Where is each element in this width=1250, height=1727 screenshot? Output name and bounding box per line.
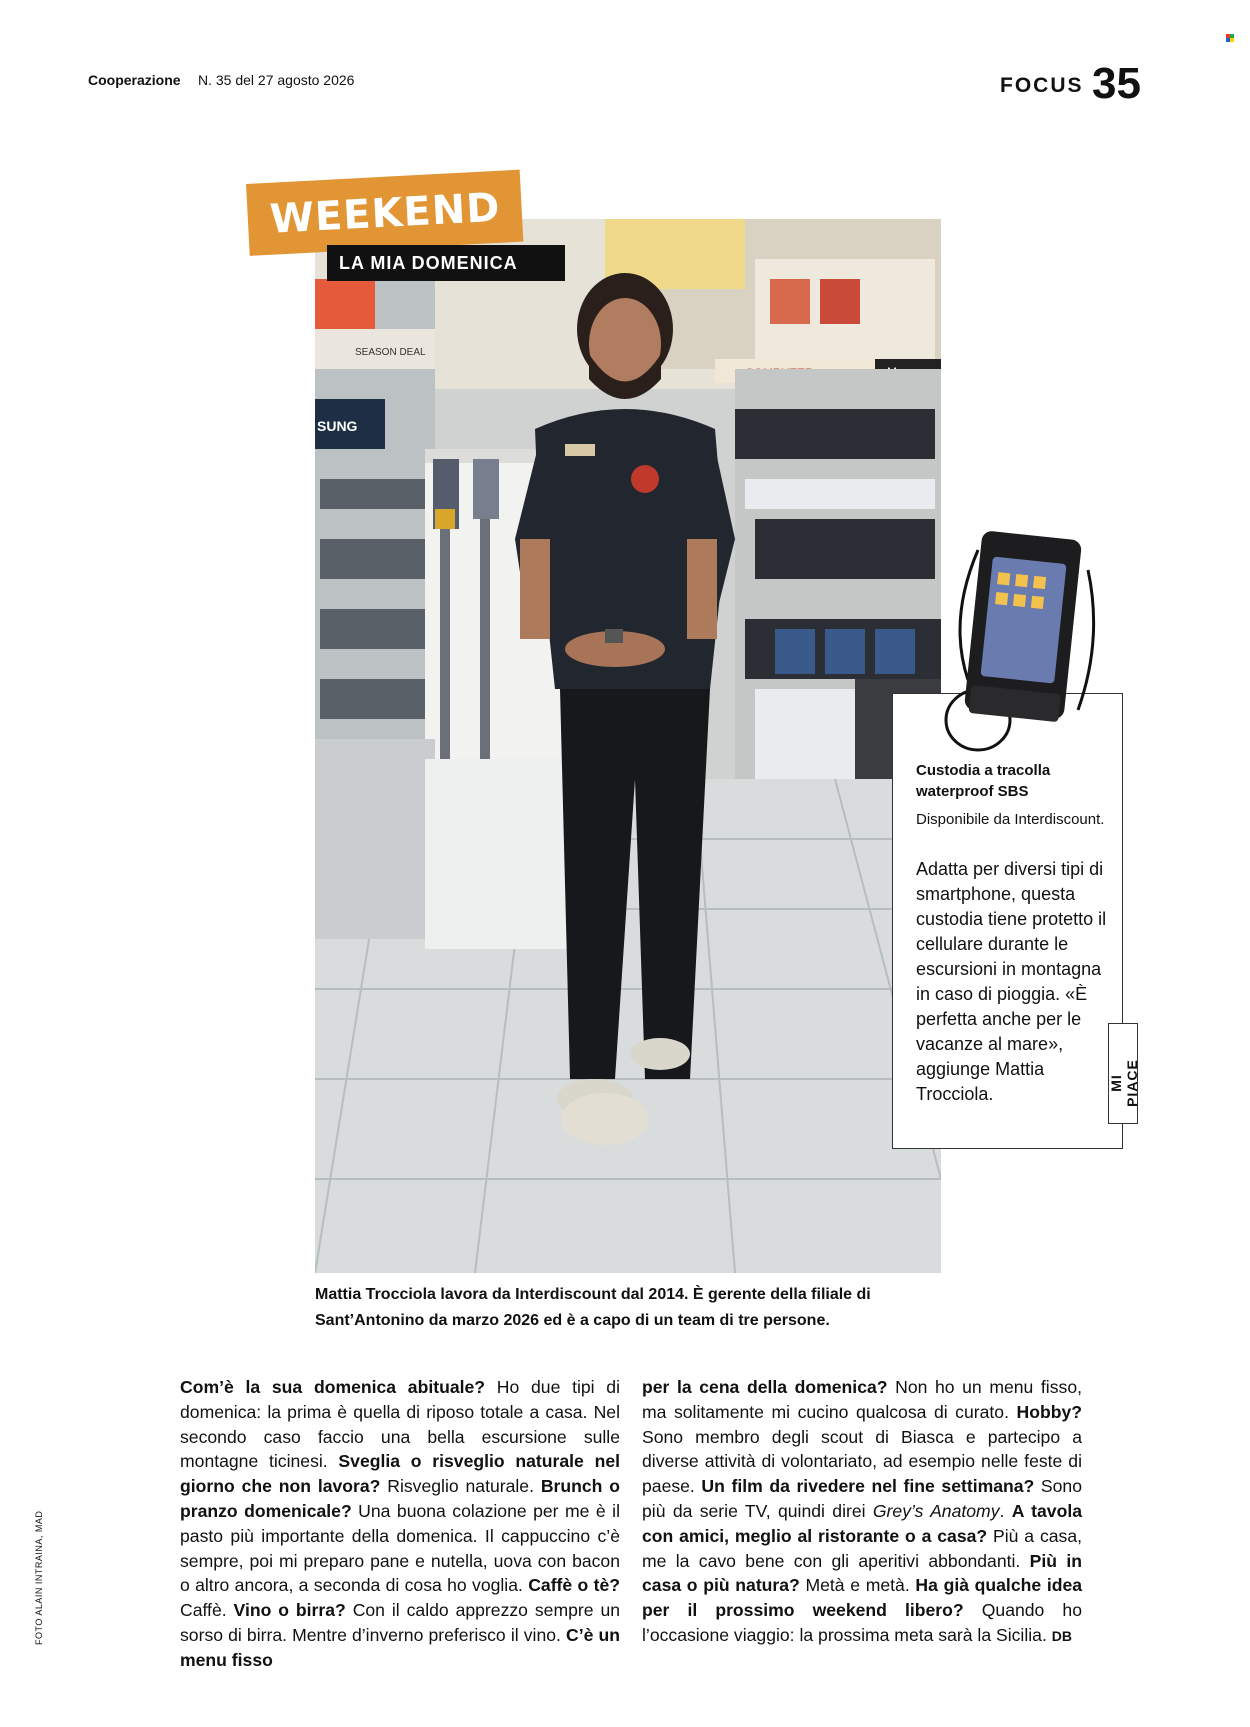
weekend-kicker: WEEKEND — [268, 184, 502, 243]
weekend-badge — [246, 170, 523, 256]
interview-question: Sveglia o risveglio naturale nel giorno che non lavora? — [180, 1451, 620, 1497]
portrait-photo — [315, 219, 941, 1273]
interview-answer: Più a casa, me la cavo bene con gli aperitivi abbondanti. — [642, 1525, 1082, 1571]
deal-sign: SEASON DEAL — [355, 347, 426, 358]
section-subkicker — [327, 245, 565, 281]
interview-question: Hobby? — [1016, 1401, 1082, 1422]
product-availability: Disponibile da Interdiscount. — [916, 811, 1105, 828]
brand-sign: SUNG — [317, 418, 358, 434]
interview-answer: Risveglio naturale. — [380, 1476, 541, 1497]
product-title: Custodia a tracolla waterproof SBS — [916, 762, 1051, 800]
interview-answer: Quando ho l’occasione viaggio: la prossima meta sarà la Sicilia. — [642, 1600, 1082, 1645]
product-description: Adatta per diversi tipi di smartphone, questa custodia tiene protetto il cellulare durante le escursioni in montagna in caso di pioggia. «È perfetta anche per le vacanze al mare», aggiunge Mattia Trocciola. — [916, 859, 1107, 1104]
interview-question: Vino o birra? — [233, 1600, 346, 1621]
publication-name: Cooperazione — [88, 72, 181, 88]
interview-question: Ha già qualche idea per il prossimo weekend libero? — [642, 1575, 1083, 1621]
interview-question: A tavola con amici, meglio al ristorante o a casa? — [642, 1500, 1082, 1546]
waterproof-phone-case-image — [938, 530, 1098, 756]
interview-question: Com’è la sua domenica abituale? — [180, 1377, 486, 1397]
interview-answer: Ho due tipi di domenica: la prima è quella di riposo totale a casa. Nel secondo caso faccio una bella escursione sulle montagne ticinesi. — [180, 1377, 620, 1472]
interview-question: C’è un menu fisso — [180, 1624, 620, 1670]
series-title: Grey’s Anatomy — [872, 1500, 1000, 1521]
article-column-1 — [180, 1375, 620, 1673]
interview-answer: Metà e metà. — [799, 1575, 916, 1596]
interview-question: Caffè o tè? — [528, 1575, 620, 1596]
issue-date: N. 35 del 27 agosto 2026 — [198, 72, 355, 88]
interview-answer: Caffè. — [180, 1600, 234, 1621]
subkicker-text: LA MIA DOMENICA — [339, 253, 518, 273]
interview-question: per la cena della domenica? — [642, 1377, 888, 1397]
interview-question: Più in casa o più natura? — [642, 1550, 1082, 1596]
color-registration-mark — [1226, 34, 1234, 42]
mi-piace-label: MI PIACE — [1108, 1059, 1140, 1107]
article-column-2 — [642, 1375, 1082, 1649]
photo-caption: Mattia Trocciola lavora da Interdiscount dal 2014. È gerente della filiale di Sant’Antonino da marzo 2026 ed è a capo di un team di tre persone. — [315, 1286, 871, 1329]
section-label: FOCUS — [1000, 74, 1084, 97]
interview-answer: Sono più da serie TV, quindi direi — [642, 1476, 1082, 1521]
author-signature: DB — [1051, 1627, 1072, 1644]
page-number: 35 — [1092, 59, 1141, 108]
interview-answer: Una buona colazione per me è il pasto più importante della domenica. Il cappuccino c’è sempre, poi mi preparo pane e nutella, uova con bacon o altro ancora, a seconda di cosa ho voglia. — [180, 1500, 620, 1596]
photo-credit: FOTO ALAIN INTRAINA, MAD — [34, 1510, 44, 1645]
interview-answer: Con il caldo apprezzo sempre un sorso di birra. Mentre d’inverno preferisco il vino. — [180, 1600, 621, 1645]
interview-answer: Sono membro degli scout di Biasca e partecipo a diverse attività di volontariato, ad esempio nelle feste di paese. — [642, 1426, 1082, 1497]
interview-answer-tail: . — [999, 1500, 1012, 1521]
interview-question: Un film da rivedere nel fine settimana? — [701, 1476, 1035, 1497]
interview-question: Brunch o pranzo domenicale? — [180, 1476, 621, 1521]
interview-answer: Non ho un menu fisso, ma solitamente mi cucino qualcosa di curato. — [642, 1377, 1082, 1422]
